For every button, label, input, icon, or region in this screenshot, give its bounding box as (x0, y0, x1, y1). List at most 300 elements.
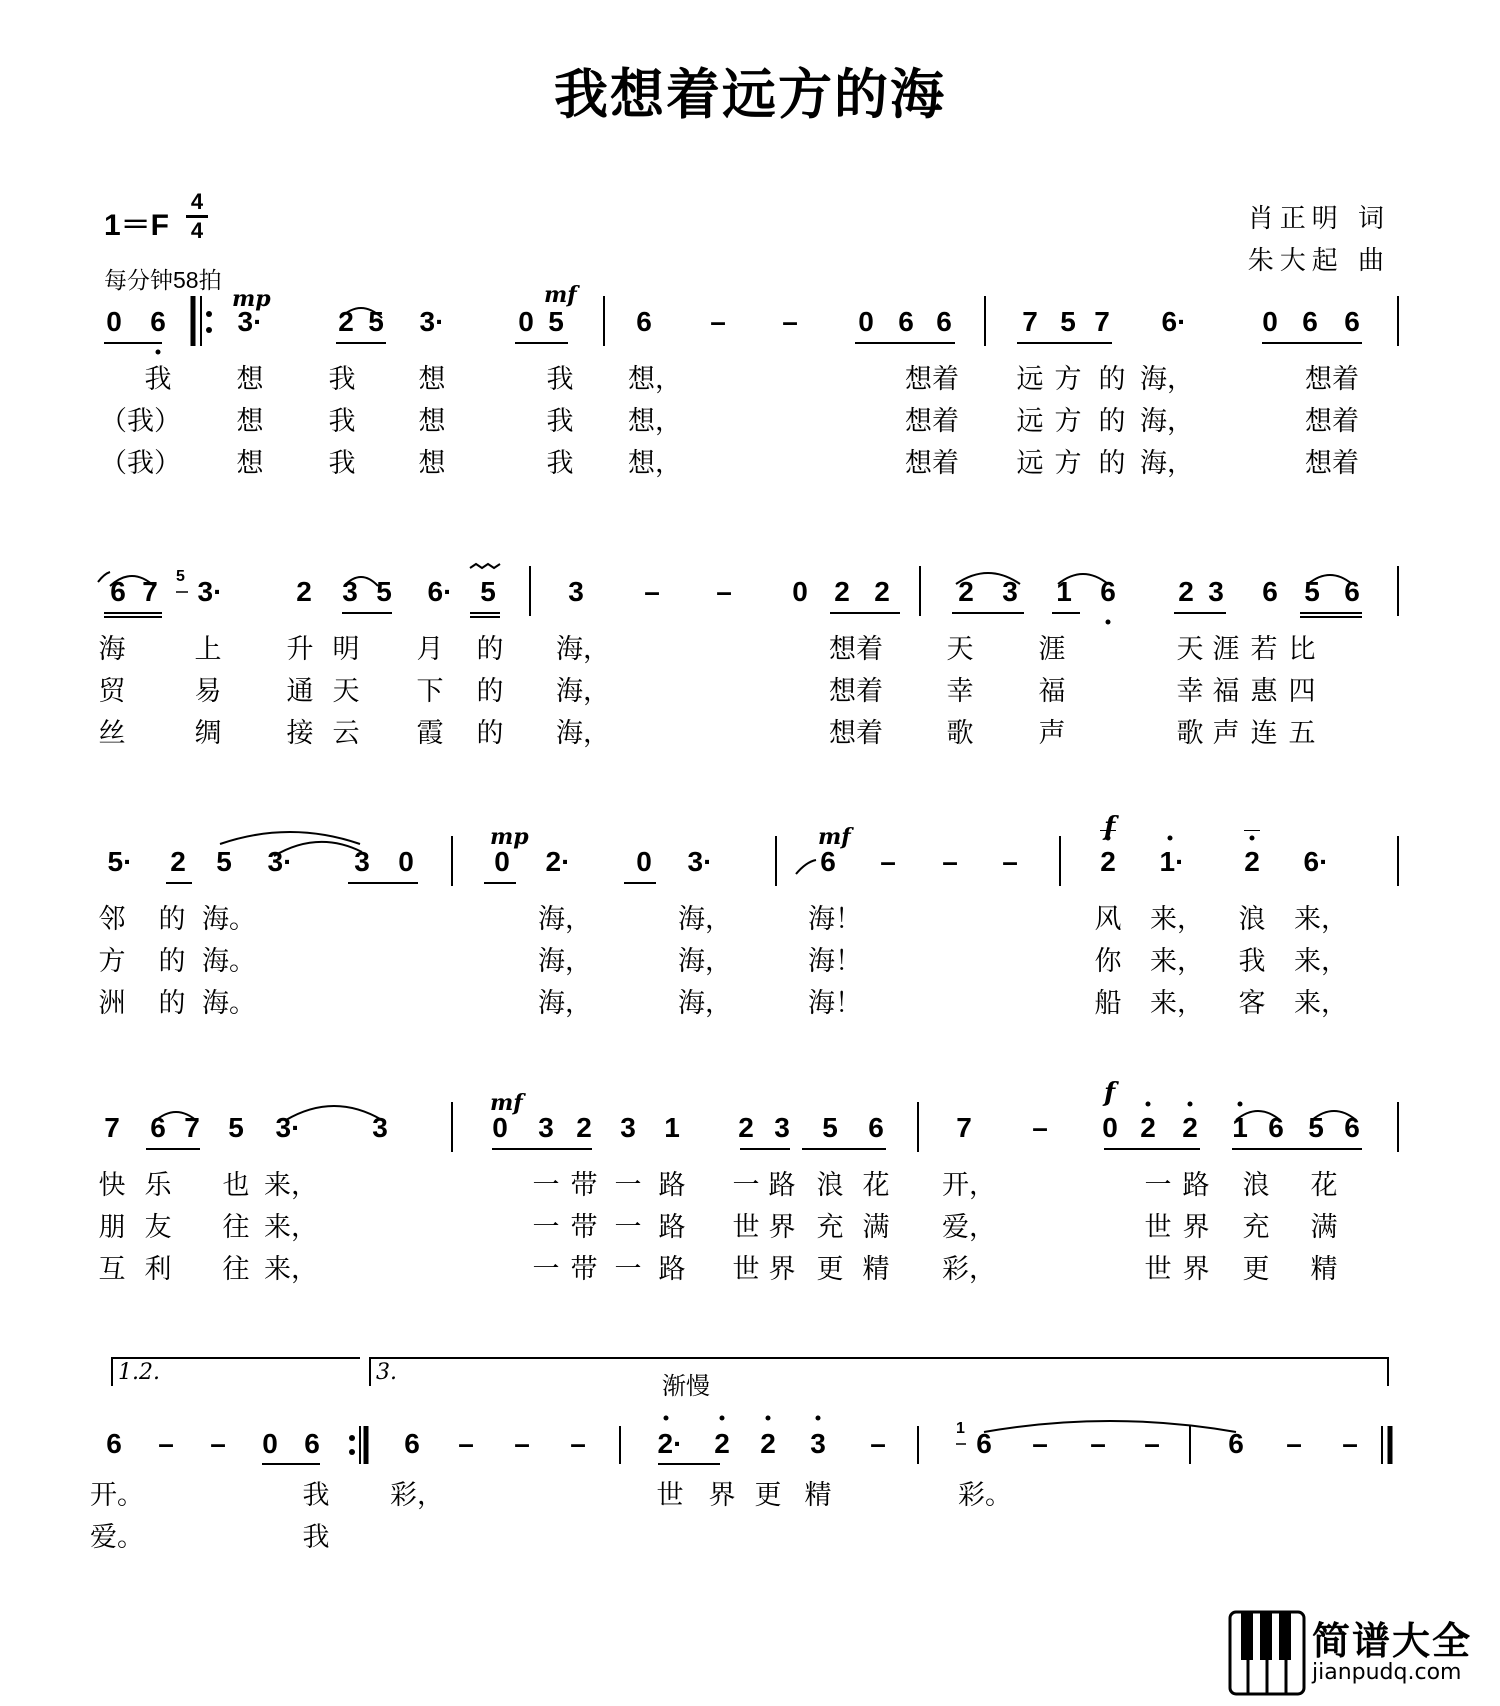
lyric: 互 (98, 1254, 126, 1285)
lyric: 接 (286, 718, 314, 749)
lyric: 海， (1140, 406, 1194, 437)
note: – (458, 1428, 474, 1459)
lyric: 浪 (1238, 904, 1266, 935)
lyric: 想 (236, 364, 264, 395)
lyric: 海， (538, 946, 592, 977)
lyric: 我 (302, 1522, 330, 1553)
note: 6 (150, 306, 166, 337)
lyric: 远 (1016, 448, 1044, 479)
lyric: 来， (264, 1212, 318, 1243)
note: 5 (548, 306, 564, 337)
lyric: 海。 (202, 946, 256, 977)
note: – (570, 1428, 586, 1459)
note: – (210, 1428, 226, 1459)
note: 6 (1344, 576, 1360, 607)
lyric: 天 (332, 676, 360, 707)
note: 6 (868, 1112, 884, 1143)
lyric: 世 (656, 1480, 684, 1511)
note: 2 (1244, 846, 1260, 877)
lyric: 花 (862, 1170, 890, 1201)
note: 2 (170, 846, 186, 877)
lyric: 幸 (1176, 676, 1204, 707)
lyric: 来， (1294, 946, 1348, 977)
lyric: 来， (264, 1254, 318, 1285)
music-system-4 (0, 1078, 1500, 1296)
lyric: 精 (1310, 1254, 1338, 1285)
lyric: 易 (194, 676, 222, 707)
lyric: 更 (754, 1480, 782, 1511)
lyric: 更 (1242, 1254, 1270, 1285)
time-signature-bottom: 4 (190, 218, 204, 243)
note: – (942, 846, 958, 877)
lyric: 月 (416, 634, 444, 665)
lyric: 路 (1182, 1170, 1210, 1201)
lyric: 海！ (808, 988, 862, 1019)
lyric: 我 (546, 406, 574, 437)
music-system-5 (0, 1352, 1500, 1553)
lyric: 浪 (1242, 1170, 1270, 1201)
lyric: 海， (538, 904, 592, 935)
note: 6 (1228, 1428, 1244, 1459)
dynamic-mf: mf (490, 1090, 523, 1116)
lyric: 你 (1094, 946, 1122, 977)
note: 5 (1308, 1112, 1324, 1143)
lyric: 来， (1294, 988, 1348, 1019)
lyric: 升 (286, 634, 314, 665)
lyric: 浪 (816, 1170, 844, 1201)
dynamic-mp: mp (490, 824, 529, 850)
lyric: 充 (816, 1212, 844, 1243)
lyric: 来， (1150, 988, 1204, 1019)
note: 6 (1268, 1112, 1284, 1143)
lyric: 福 (1038, 676, 1066, 707)
lyric: 海。 (202, 988, 256, 1019)
note: 6 (636, 306, 652, 337)
note: 7 (184, 1112, 200, 1143)
lyric: 海。 (202, 904, 256, 935)
lyric: 路 (768, 1170, 796, 1201)
time-signature (186, 190, 208, 243)
note: – (1002, 846, 1018, 877)
lyric: 想 (236, 448, 264, 479)
lyric: 天 (1176, 634, 1204, 665)
note: 0 (1262, 306, 1278, 337)
lyric: 远 (1016, 406, 1044, 437)
note: – (870, 1428, 886, 1459)
note: 6 (110, 576, 126, 607)
note: 2 (958, 576, 974, 607)
lyric: 洲 (98, 988, 126, 1019)
note: 6 (150, 1112, 166, 1143)
lyric: 想着 (1305, 406, 1359, 437)
note: 6 (1344, 1112, 1360, 1143)
note: 3 (1208, 576, 1224, 607)
note: 2 (1178, 576, 1194, 607)
note: 5 (480, 576, 496, 607)
note: – (710, 306, 726, 337)
note: 2 (296, 576, 312, 607)
note: 3· (197, 576, 223, 607)
note: 3 (538, 1112, 554, 1143)
note: 2 (1100, 846, 1116, 877)
lyric: 海， (678, 946, 732, 977)
lyric: 路 (658, 1212, 686, 1243)
note: 6 (1100, 576, 1116, 607)
lyric: 丝 (98, 718, 126, 749)
music-system-2 (0, 560, 1500, 760)
lyric: 方 (98, 946, 126, 977)
lyric: 开。 (90, 1480, 144, 1511)
grace-note: 1 (956, 1420, 965, 1437)
lyric: 邻 (98, 904, 126, 935)
note: 7 (1094, 306, 1110, 337)
volta-first-ending: 1.2. (118, 1360, 160, 1385)
note: 1 (1056, 576, 1072, 607)
lyric: 四 (1288, 676, 1316, 707)
lyric: 方 (1054, 406, 1082, 437)
lyric: 界 (1182, 1212, 1210, 1243)
note: 6 (820, 846, 836, 877)
note: 5 (1060, 306, 1076, 337)
lyric: 贸 (98, 676, 126, 707)
lyric: 一 (614, 1212, 642, 1243)
note: 5 (1304, 576, 1320, 607)
lyric: 上 (194, 634, 222, 665)
lyric: 一 (532, 1170, 560, 1201)
note: 2 (874, 576, 890, 607)
note: 0 (494, 846, 510, 877)
note: 3 (372, 1112, 388, 1143)
lyric: 想着 (1305, 448, 1359, 479)
note: 2· (657, 1428, 683, 1459)
note: 0 (792, 576, 808, 607)
lyric: 的 (476, 634, 504, 665)
lyric: 海， (1140, 364, 1194, 395)
lyric: 通 (286, 676, 314, 707)
note: – (880, 846, 896, 877)
note: 0 (398, 846, 414, 877)
note: 3· (419, 306, 445, 337)
lyric: 世 (1144, 1212, 1172, 1243)
lyric: 界 (768, 1254, 796, 1285)
lyric: 带 (570, 1254, 598, 1285)
lyric: 歌 (946, 718, 974, 749)
note: – (1286, 1428, 1302, 1459)
lyric: 往 (222, 1212, 250, 1243)
lyric: 想， (628, 406, 682, 437)
lyric: 乐 (144, 1170, 172, 1201)
note: 7 (956, 1112, 972, 1143)
lyric: 的 (158, 904, 186, 935)
lyric: 界 (768, 1212, 796, 1243)
lyric: 我 (328, 406, 356, 437)
lyric: 想 (236, 406, 264, 437)
lyric: （我） (100, 448, 181, 479)
lyric: 客 (1238, 988, 1266, 1019)
note: 2 (576, 1112, 592, 1143)
note: – (158, 1428, 174, 1459)
composer-credit: 朱大起 曲 (1247, 246, 1390, 276)
note: 2 (1182, 1112, 1198, 1143)
lyric: 若 (1250, 634, 1278, 665)
note: – (1032, 1428, 1048, 1459)
lyric: 想着 (905, 406, 959, 437)
note: 0 (518, 306, 534, 337)
lyric: 想着 (905, 448, 959, 479)
note: 5 (376, 576, 392, 607)
note: 7 (1022, 306, 1038, 337)
lyric: 一 (532, 1254, 560, 1285)
lyric: 涯 (1212, 634, 1240, 665)
note: 7 (104, 1112, 120, 1143)
dynamic-mf: mf (544, 282, 577, 308)
lyric: 比 (1288, 634, 1316, 665)
lyric: 精 (862, 1254, 890, 1285)
note: 6 (898, 306, 914, 337)
dynamic-mf: mf (818, 824, 851, 850)
lyric: 海！ (808, 946, 862, 977)
lyric: 一 (732, 1170, 760, 1201)
lyric: 我 (1238, 946, 1266, 977)
lyric: 来， (1294, 904, 1348, 935)
lyric: 我 (546, 364, 574, 395)
lyric: 利 (144, 1254, 172, 1285)
music-system-1 (0, 282, 1500, 490)
lyric: 海， (556, 718, 610, 749)
note: – (1032, 1112, 1048, 1143)
note: 2 (1140, 1112, 1156, 1143)
lyric: 远 (1016, 364, 1044, 395)
note: 6 (404, 1428, 420, 1459)
lyric: 想着 (829, 676, 883, 707)
lyric: 也 (222, 1170, 250, 1201)
lyric: 我 (144, 364, 172, 395)
lyric: 的 (1098, 448, 1126, 479)
lyric: 带 (570, 1170, 598, 1201)
note: 2· (545, 846, 571, 877)
lyric: 海， (556, 634, 610, 665)
lyric: 的 (1098, 364, 1126, 395)
note: 3 (1002, 576, 1018, 607)
lyric: 海， (556, 676, 610, 707)
note: 3 (342, 576, 358, 607)
note: – (644, 576, 660, 607)
volta-third-ending: 3. (376, 1360, 397, 1385)
note: 6· (1161, 306, 1187, 337)
note: 0 (262, 1428, 278, 1459)
site-logo (1228, 1608, 1488, 1698)
note: 3 (810, 1428, 826, 1459)
note: 5 (216, 846, 232, 877)
note: 0 (1102, 1112, 1118, 1143)
lyric: 想， (628, 364, 682, 395)
note: 5 (228, 1112, 244, 1143)
lyric: 彩， (390, 1480, 444, 1511)
note: 6· (427, 576, 453, 607)
lyric: 声 (1212, 718, 1240, 749)
note: 5· (107, 846, 133, 877)
note: 6 (106, 1428, 122, 1459)
note: 0 (106, 306, 122, 337)
ritardando-marking: 渐慢 (662, 1373, 710, 1400)
lyric: 歌 (1176, 718, 1204, 749)
note: 1 (1232, 1112, 1248, 1143)
lyric: 天 (946, 634, 974, 665)
note: – (782, 306, 798, 337)
lyric: 界 (708, 1480, 736, 1511)
note: 7 (142, 576, 158, 607)
lyric: 充 (1242, 1212, 1270, 1243)
note: 3· (687, 846, 713, 877)
note: 2 (738, 1112, 754, 1143)
lyric: 想着 (1305, 364, 1359, 395)
note: 2 (760, 1428, 776, 1459)
song-title: 我想着远方的海 (554, 62, 946, 126)
note: – (716, 576, 732, 607)
lyric: 云 (332, 718, 360, 749)
note: 6 (936, 306, 952, 337)
lyric: 我 (328, 448, 356, 479)
note: 0 (858, 306, 874, 337)
lyric: （我） (100, 406, 181, 437)
lyric: 海， (1140, 448, 1194, 479)
tempo-marking: 每分钟58拍 (104, 267, 222, 293)
lyric: 爱， (942, 1212, 996, 1243)
lyric: 方 (1054, 364, 1082, 395)
lyric: 幸 (946, 676, 974, 707)
lyric: 绸 (194, 718, 222, 749)
lyric: 我 (328, 364, 356, 395)
lyric: 爱。 (90, 1522, 144, 1553)
lyric: 彩， (942, 1254, 996, 1285)
lyric: 明 (332, 634, 360, 665)
lyric: 朋 (98, 1212, 126, 1243)
lyric: 的 (476, 718, 504, 749)
note: 5 (822, 1112, 838, 1143)
lyric: 海， (678, 988, 732, 1019)
note: 6 (1302, 306, 1318, 337)
lyric: 带 (570, 1212, 598, 1243)
key-signature: 1＝F (104, 209, 170, 242)
lyric: 界 (1182, 1254, 1210, 1285)
lyric: 想着 (905, 364, 959, 395)
lyric: 风 (1094, 904, 1122, 935)
note: – (1144, 1428, 1160, 1459)
lyric: 想 (418, 406, 446, 437)
piano-icon (1228, 1610, 1306, 1696)
dynamic-f: f (1104, 812, 1116, 842)
lyric: 福 (1212, 676, 1240, 707)
lyric: 一 (614, 1170, 642, 1201)
logo-url: jianpudq.com (1312, 1660, 1462, 1685)
lyric: 一 (614, 1254, 642, 1285)
lyric: 五 (1288, 718, 1316, 749)
note: 3 (774, 1112, 790, 1143)
lyric: 满 (862, 1212, 890, 1243)
lyric: 想 (418, 448, 446, 479)
lyric: 世 (1144, 1254, 1172, 1285)
lyric: 快 (98, 1170, 126, 1201)
note: 2 (338, 306, 354, 337)
note: 3· (237, 306, 263, 337)
lyric: 想， (628, 448, 682, 479)
lyric: 的 (476, 676, 504, 707)
lyric: 的 (1098, 406, 1126, 437)
note: 6 (1262, 576, 1278, 607)
lyric: 方 (1054, 448, 1082, 479)
lyric: 想 (418, 364, 446, 395)
note: 3· (275, 1112, 301, 1143)
lyric: 路 (658, 1170, 686, 1201)
note: 2 (834, 576, 850, 607)
lyric: 世 (732, 1254, 760, 1285)
lyric: 世 (732, 1212, 760, 1243)
lyric: 的 (158, 946, 186, 977)
note: 6 (976, 1428, 992, 1459)
note: 2 (714, 1428, 730, 1459)
note: – (514, 1428, 530, 1459)
lyric: 来， (264, 1170, 318, 1201)
lyric: 花 (1310, 1170, 1338, 1201)
lyric: 精 (804, 1480, 832, 1511)
lyric: 彩。 (958, 1480, 1012, 1511)
note: 0 (492, 1112, 508, 1143)
note: 3 (568, 576, 584, 607)
lyric: 一 (532, 1212, 560, 1243)
note: – (1342, 1428, 1358, 1459)
lyric: 我 (302, 1480, 330, 1511)
lyric: 海， (678, 904, 732, 935)
lyric: 来， (1150, 946, 1204, 977)
note: 1 (664, 1112, 680, 1143)
lyric: 友 (144, 1212, 172, 1243)
lyric: 往 (222, 1254, 250, 1285)
lyric: 霞 (416, 718, 444, 749)
lyricist-credit: 肖正明 词 (1247, 204, 1390, 234)
logo-name: 简谱大全 (1312, 1619, 1473, 1663)
lyric: 想着 (829, 634, 883, 665)
lyric: 想着 (829, 718, 883, 749)
time-signature-top: 4 (190, 189, 204, 214)
lyric: 满 (1310, 1212, 1338, 1243)
lyric: 海， (538, 988, 592, 1019)
note: 3 (354, 846, 370, 877)
dynamic-mp: mp (232, 286, 271, 312)
note: 0 (636, 846, 652, 877)
lyric: 惠 (1250, 676, 1278, 707)
lyric: 涯 (1038, 634, 1066, 665)
lyric: 船 (1094, 988, 1122, 1019)
note: 6 (1344, 306, 1360, 337)
grace-note: 5 (176, 568, 185, 585)
lyric: 海！ (808, 904, 862, 935)
dynamic-f: f (1104, 1078, 1116, 1108)
lyric: 连 (1250, 718, 1278, 749)
note: 3 (620, 1112, 636, 1143)
note: 5 (368, 306, 384, 337)
note: 6· (1303, 846, 1329, 877)
lyric: 声 (1038, 718, 1066, 749)
lyric: 下 (416, 676, 444, 707)
lyric: 路 (658, 1254, 686, 1285)
note: 6 (304, 1428, 320, 1459)
lyric: 更 (816, 1254, 844, 1285)
lyric: 一 (1144, 1170, 1172, 1201)
lyric: 海 (98, 634, 126, 665)
lyric: 的 (158, 988, 186, 1019)
lyric: 开， (942, 1170, 996, 1201)
music-system-3 (0, 812, 1500, 1030)
